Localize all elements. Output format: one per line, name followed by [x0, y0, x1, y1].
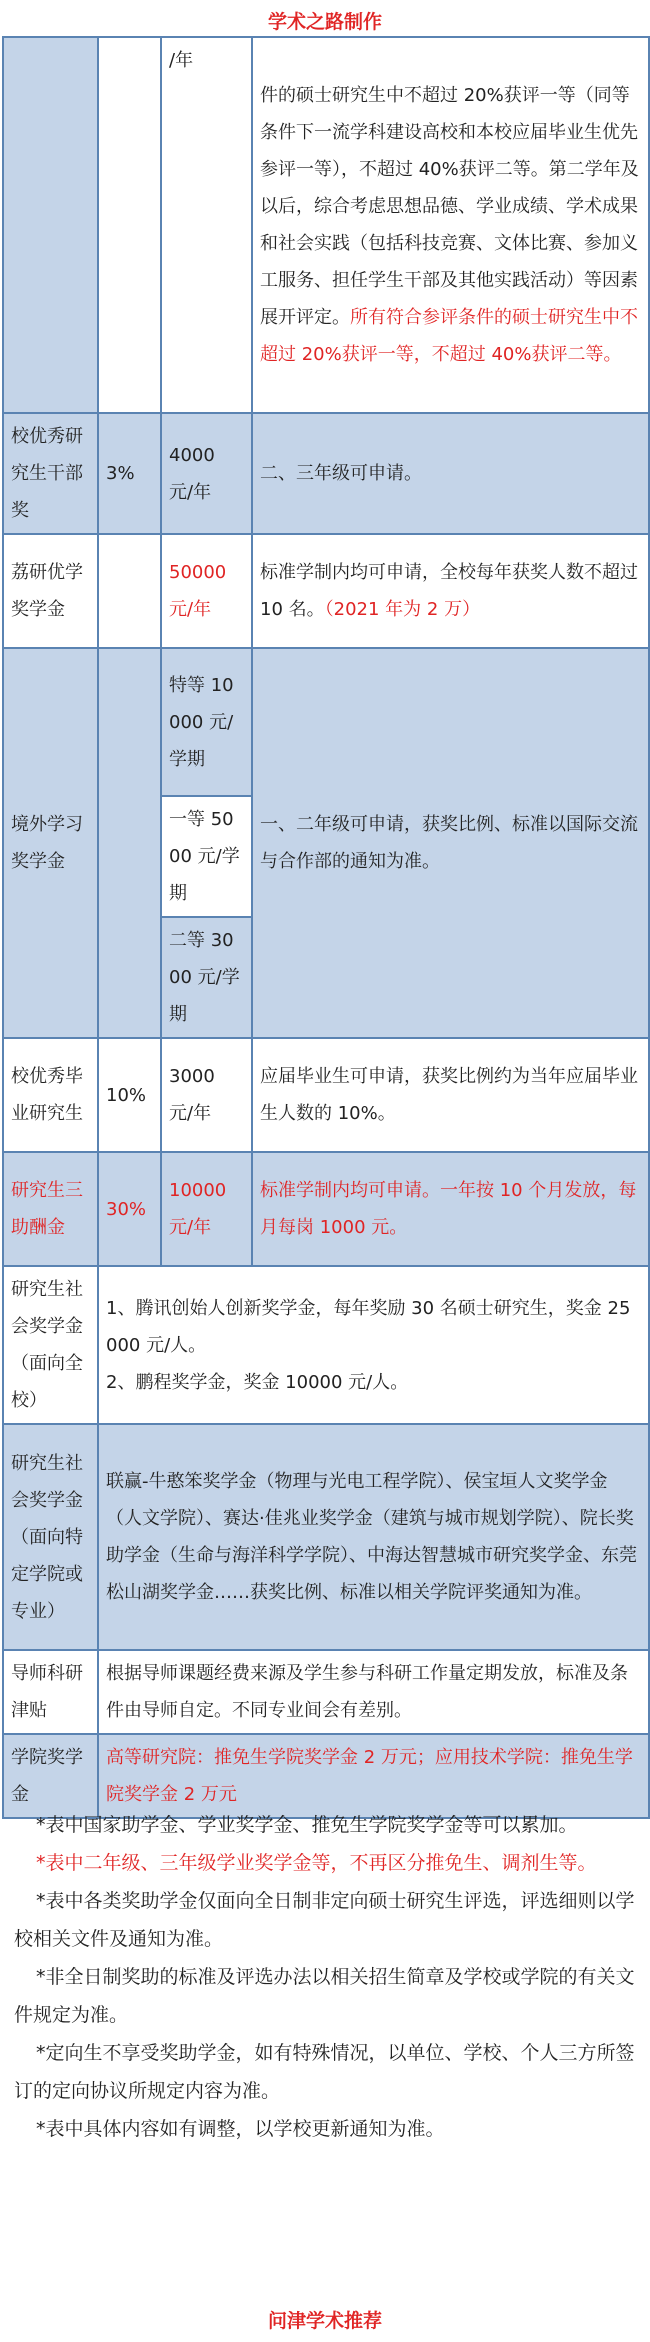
ratio-cell: 30% [98, 1152, 161, 1266]
scholarship-table [2, 36, 650, 1819]
table-row [3, 1266, 649, 1424]
name-cell: 学院奖学金 [3, 1734, 98, 1818]
note-item: *表中具体内容如有调整，以学校更新通知为准。 [36, 2118, 445, 2140]
description-cell: 高等研究院：推免生学院奖学金 2 万元；应用技术学院：推免生学院奖学金 2 万元 [98, 1734, 649, 1818]
name-cell: 导师科研津贴 [3, 1650, 98, 1734]
name-cell: 研究生社会奖学金（面向全校） [3, 1266, 98, 1424]
table-row [3, 1424, 649, 1650]
description-highlight: （2021 年为 2 万） [324, 599, 481, 620]
description-cell: 二、三年级可申请。 [252, 413, 649, 534]
amount-cell: 10000 元/年 [161, 1152, 252, 1266]
description-cell [98, 1266, 649, 1424]
ratio-cell [98, 37, 161, 413]
amount-cell: 50000 元/年 [161, 534, 252, 648]
description-cell: 一、二年级可申请，获奖比例、标准以国际交流与合作部的通知为准。 [252, 648, 649, 1038]
note-item: *表中各类奖助学金仅面向全日制非定向硕士研究生评选，评选细则以学校相关文件及通知为准。 [14, 1890, 635, 1950]
name-cell [3, 37, 98, 413]
table-row [3, 1152, 649, 1266]
name-cell: 研究生三助酬金 [3, 1152, 98, 1266]
description-text: 标准学制内均可申请，全校每年获奖人数不超过 10 名。 [260, 562, 638, 620]
ratio-cell: 10% [98, 1038, 161, 1152]
description-line: 1、腾讯创始人创新奖学金，每年奖励 30 名硕士研究生，奖金 25000 元/人。 [106, 1297, 631, 1356]
description-cell: 根据导师课题经费来源及学生参与科研工作量定期发放，标准及条件由导师自定。不同专业间会有差别。 [98, 1650, 649, 1734]
amount-tier-cell: 特等 10000 元/学期 [161, 648, 252, 796]
description-cell: 标准学制内均可申请。一年按 10 个月发放，每月每岗 1000 元。 [252, 1152, 649, 1266]
description-cell [252, 534, 649, 648]
amount-tier-cell: 一等 5000 元/学期 [161, 796, 252, 917]
ratio-cell [98, 648, 161, 1038]
note-item: *非全日制奖助的标准及评选办法以相关招生简章及学校或学院的有关文件规定为准。 [14, 1966, 635, 2026]
name-cell: 境外学习奖学金 [3, 648, 98, 1038]
name-cell: 校优秀毕业研究生 [3, 1038, 98, 1152]
amount-tier-cell: 二等 3000 元/学期 [161, 917, 252, 1038]
name-cell: 研究生社会奖学金（面向特定学院或专业） [3, 1424, 98, 1650]
description-cell: 联赢-牛憨笨奖学金（物理与光电工程学院）、侯宝垣人文奖学金（人文学院）、赛达·佳兆业奖学金（建筑与城市规划学院）、院长奖助学金（生命与海洋科学学院）、中海达智慧城市研究奖学金、东莞松山湖奖学金……获奖比例、标准以相关学院评奖通知为准。 [98, 1424, 649, 1650]
table-row [3, 1650, 649, 1734]
amount-cell [161, 37, 252, 413]
description-highlight: 所有符合参评条件的硕士研究生中不超过 20%获评一等，不超过 40%获评二等。 [260, 307, 638, 365]
page-header-title: 学术之路制作 [267, 11, 382, 33]
name-cell: 校优秀研究生干部奖 [3, 413, 98, 534]
ratio-cell [98, 534, 161, 648]
description-cell: 应届毕业生可申请，获奖比例约为当年应届毕业生人数的 10%。 [252, 1038, 649, 1152]
amount-text: /年 [169, 50, 194, 71]
table-row [3, 37, 649, 413]
description-cell [252, 37, 649, 413]
notes-section [14, 1806, 638, 2148]
note-item: *定向生不享受奖助学金，如有特殊情况，以单位、学校、个人三方所签订的定向协议所规定内容为准。 [14, 2042, 635, 2102]
table-row [3, 1038, 649, 1152]
page-footer-title: 问津学术推荐 [267, 2310, 382, 2332]
table-row [3, 534, 649, 648]
ratio-cell: 3% [98, 413, 161, 534]
table-row [3, 648, 649, 796]
amount-cell: 3000 元/年 [161, 1038, 252, 1152]
name-cell: 荔研优学奖学金 [3, 534, 98, 648]
note-item: *表中国家助学金、学业奖学金、推免生学院奖学金等可以累加。 [36, 1814, 578, 1836]
amount-cell: 4000 元/年 [161, 413, 252, 534]
note-item: *表中二年级、三年级学业奖学金等，不再区分推免生、调剂生等。 [36, 1852, 597, 1874]
table-row [3, 413, 649, 534]
description-text: 件的硕士研究生中不超过 20%获评一等（同等条件下一流学科建设高校和本校应届毕业生优先参评一等），不超过 40%获评二等。第二学年及以后，综合考虑思想品德、学业成绩、学术成果和社会实践（包括科技竞赛、文体比赛、参加义工服务、担任学生干部及其他实践活动）等因素展开评定。 [260, 85, 639, 328]
description-line: 2、鹏程奖学金，奖金 10000 元/人。 [106, 1371, 409, 1393]
